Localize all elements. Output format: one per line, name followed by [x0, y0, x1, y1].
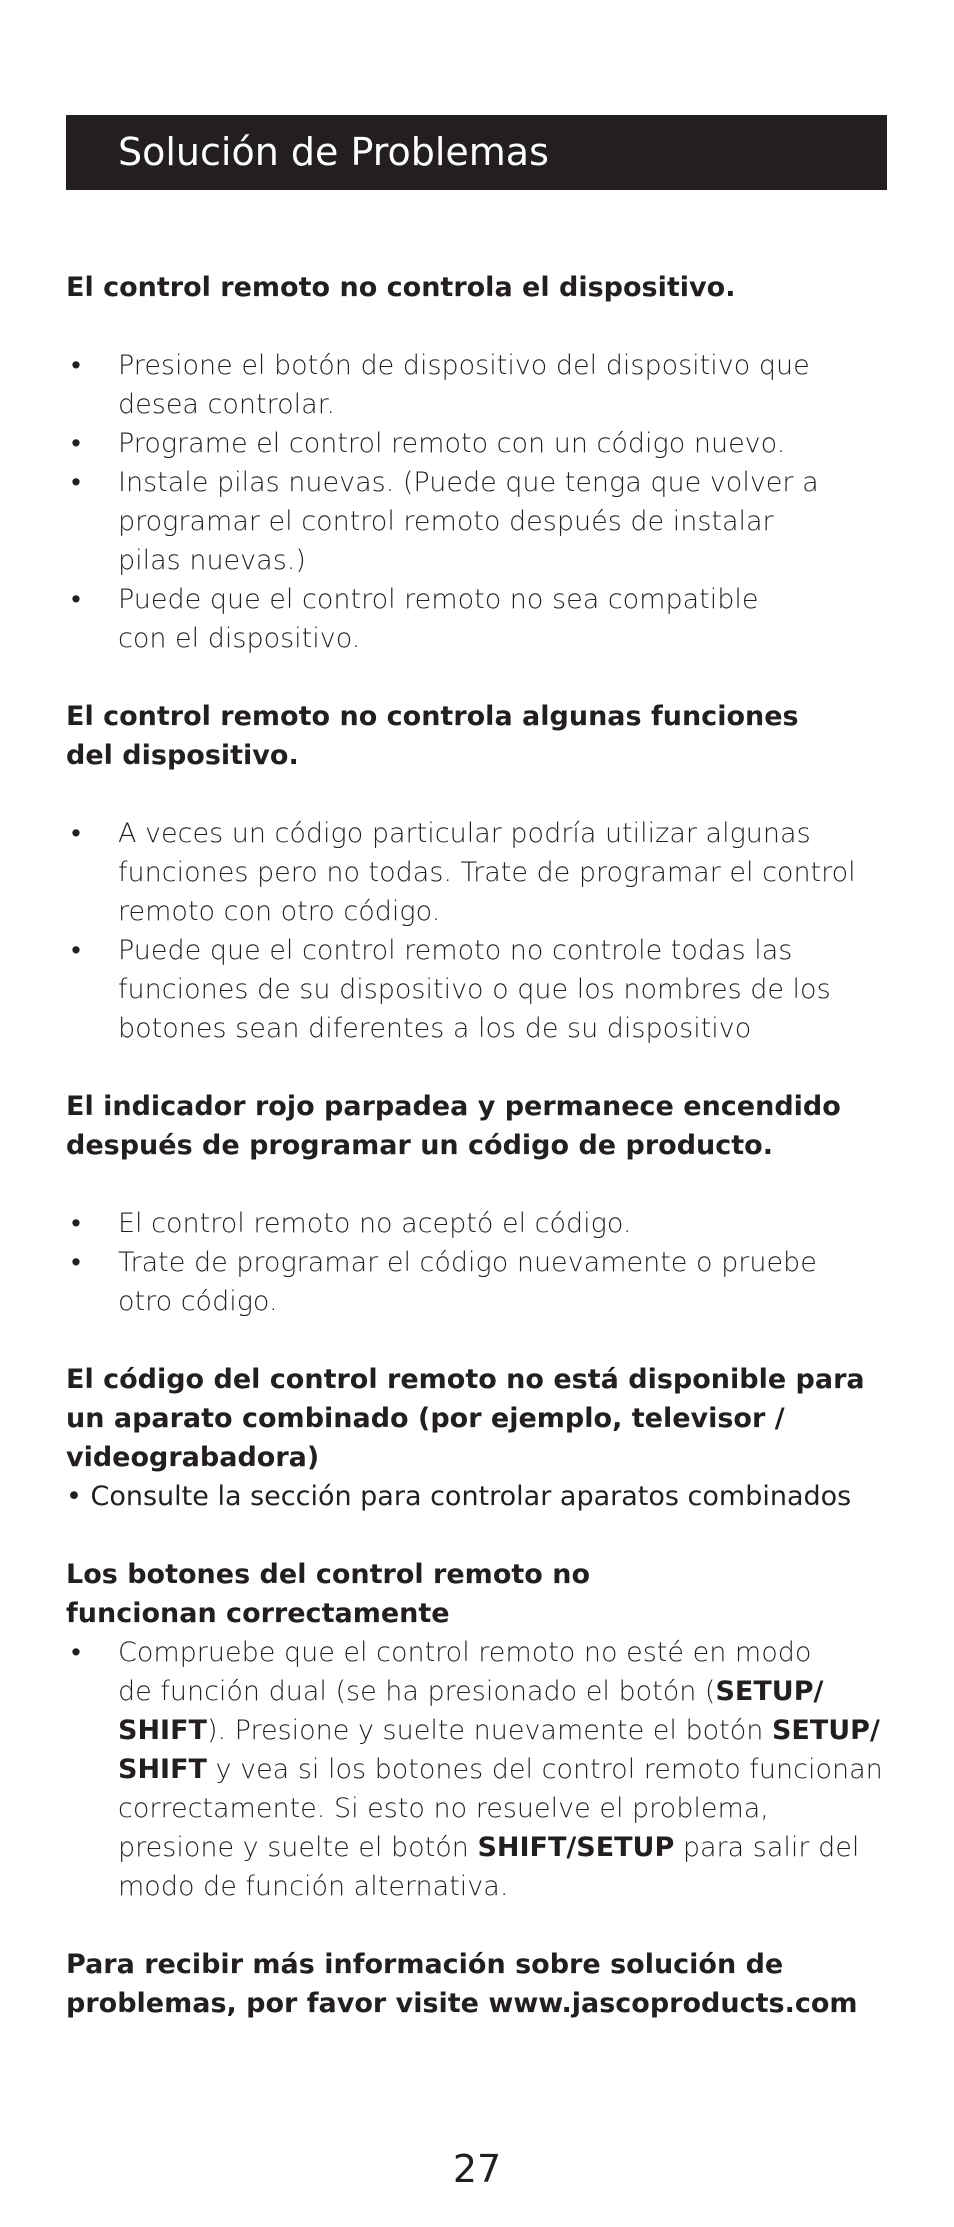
bullet-line: correctamente. Si esto no resuelve el problema,	[118, 1793, 769, 1824]
section-heading	[66, 697, 896, 775]
section-heading	[66, 1087, 896, 1165]
troubleshooting-section	[66, 1945, 896, 2023]
bullet-line: A veces un código particular podría utilizar algunas	[118, 818, 811, 849]
troubleshooting-section	[66, 1087, 896, 1321]
bullet-text: de función dual (se ha presionado el botón (	[118, 1676, 716, 1707]
heading-line: El indicador rojo parpadea y permanece encendido	[66, 1091, 841, 1122]
bullet-glyph: •	[71, 935, 81, 966]
list-item	[66, 346, 896, 424]
bullet-glyph: •	[71, 467, 81, 498]
button-name-text: SHIFT	[118, 1754, 207, 1785]
bullet-line: modo de función alternativa.	[118, 1871, 509, 1902]
list-item	[66, 463, 896, 580]
button-name-text: SHIFT	[118, 1715, 207, 1746]
bullet-line: desea controlar.	[118, 389, 335, 420]
bullet-line: otro código.	[118, 1286, 278, 1317]
heading-line: Los botones del control remoto no	[66, 1559, 590, 1590]
section-heading	[66, 1555, 896, 1633]
bullet-line: Presione el botón de dispositivo del dispositivo que	[118, 350, 810, 381]
list-item	[66, 1633, 896, 1906]
bullet-glyph: •	[71, 584, 81, 615]
bullet-line: remoto con otro código.	[118, 896, 441, 927]
bullet-line: pilas nuevas.)	[118, 545, 306, 576]
heading-line: El código del control remoto no está disponible para	[66, 1364, 865, 1395]
heading-line: videograbadora)	[66, 1442, 320, 1473]
page-number: 27	[452, 2147, 502, 2191]
bullet-glyph: •	[71, 1208, 81, 1239]
bullet-list	[66, 346, 896, 658]
bullet-list	[66, 814, 896, 1048]
section-header-bar	[66, 115, 887, 190]
bullet-line: El control remoto no aceptó el código.	[118, 1208, 632, 1239]
bullet-text: presione y suelte el botón	[118, 1832, 478, 1863]
troubleshooting-section	[66, 268, 896, 658]
bullet-text: para salir del	[674, 1832, 860, 1863]
bullet-line: Programe el control remoto con un código nuevo.	[118, 428, 786, 459]
bullet-line: Trate de programar el código nuevamente o pruebe	[118, 1247, 817, 1278]
list-item	[66, 1243, 896, 1321]
bullet-list	[66, 1633, 896, 1906]
bullet-text: y vea si los botones del control remoto funcionan	[206, 1754, 883, 1785]
bullet-line: funciones de su dispositivo o que los nombres de los	[118, 974, 831, 1005]
list-item	[66, 580, 896, 658]
list-item	[66, 424, 896, 463]
heading-line: Para recibir más información sobre solución de	[66, 1949, 784, 1980]
bullet-glyph: •	[71, 1637, 81, 1668]
bullet-glyph: •	[71, 350, 81, 381]
bullet-glyph: •	[71, 1247, 81, 1278]
website-link-text: problemas, por favor visite www.jascoproducts.com	[66, 1988, 858, 2019]
bullet-line: funciones pero no todas. Trate de programar el control	[118, 857, 856, 888]
troubleshooting-section	[66, 697, 896, 1048]
section-heading	[66, 1945, 896, 2023]
inline-bullet: • Consulte la sección para controlar aparatos combinados	[66, 1481, 852, 1512]
section-heading	[66, 268, 896, 307]
list-item	[66, 931, 896, 1048]
bullet-line: botones sean diferentes a los de su dispositivo	[118, 1013, 752, 1044]
bullet-line: Compruebe que el control remoto no esté en modo	[118, 1637, 812, 1668]
heading-line: del dispositivo.	[66, 740, 299, 771]
troubleshooting-section	[66, 1555, 896, 1906]
button-name-text: SETUP/	[771, 1715, 880, 1746]
bullet-line: programar el control remoto después de instalar	[118, 506, 774, 537]
bullet-text: ). Presione y suelte nuevamente el botón	[206, 1715, 772, 1746]
section-heading	[66, 1360, 896, 1477]
heading-line: un aparato combinado (por ejemplo, televisor /	[66, 1403, 785, 1434]
bullet-line: con el dispositivo.	[118, 623, 361, 654]
bullet-line: Puede que el control remoto no controle todas las	[118, 935, 793, 966]
bullet-glyph: •	[71, 818, 81, 849]
list-item	[66, 1204, 896, 1243]
page-title: Solución de Problemas	[118, 130, 549, 174]
bullet-list	[66, 1204, 896, 1321]
heading-line: El control remoto no controla el dispositivo.	[66, 272, 736, 303]
heading-line: después de programar un código de producto.	[66, 1130, 773, 1161]
button-name-text: SETUP/	[715, 1676, 824, 1707]
heading-line: El control remoto no controla algunas funciones	[66, 701, 799, 732]
list-item	[66, 814, 896, 931]
bullet-line: Instale pilas nuevas. (Puede que tenga que volver a	[118, 467, 819, 498]
bullet-glyph: •	[71, 428, 81, 459]
troubleshooting-section	[66, 1360, 896, 1516]
button-name-text: SHIFT/SETUP	[477, 1832, 675, 1863]
troubleshooting-content	[66, 268, 896, 2023]
bullet-line: Puede que el control remoto no sea compatible	[118, 584, 759, 615]
heading-line: funcionan correctamente	[66, 1598, 450, 1629]
